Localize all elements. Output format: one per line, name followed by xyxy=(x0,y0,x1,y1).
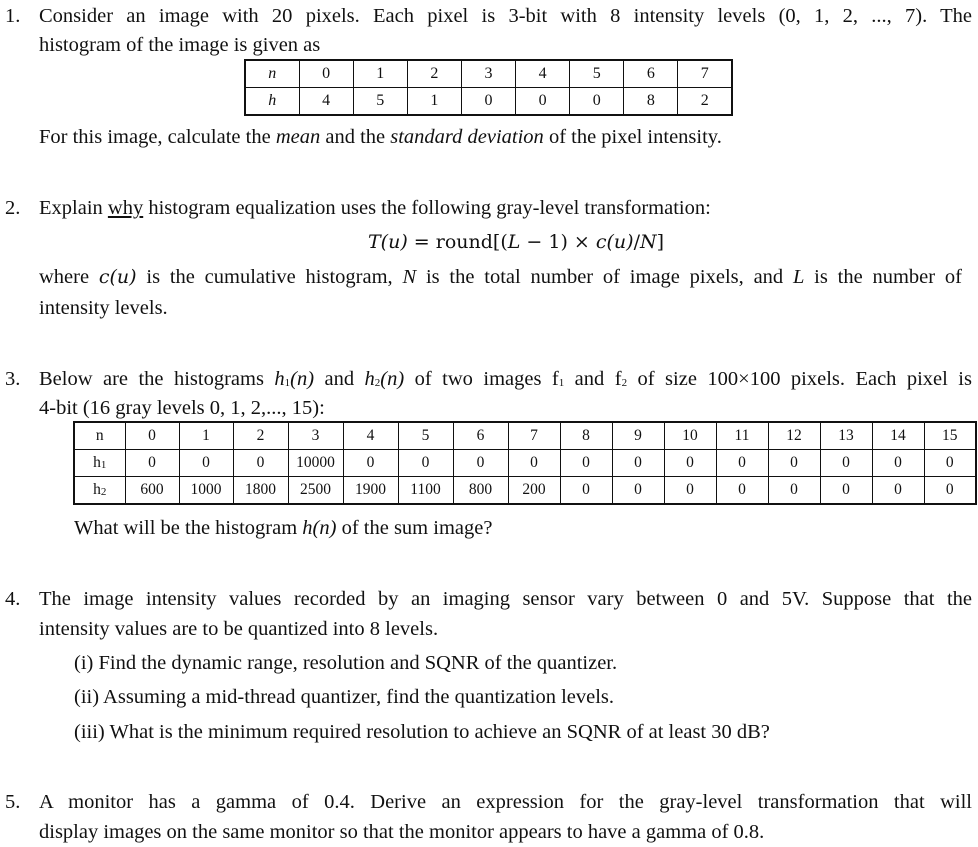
table-cell: 2 xyxy=(678,88,732,116)
table-row-n xyxy=(74,422,976,450)
table-row-n xyxy=(245,60,732,88)
formula-part: c(u) xyxy=(595,231,634,253)
table-row-label xyxy=(74,450,125,477)
table-row-label: h xyxy=(245,88,299,116)
table-cell: 0 xyxy=(820,450,872,477)
question-number: 5. xyxy=(5,791,21,813)
label-text: h xyxy=(93,454,101,471)
math-arg: (n) xyxy=(290,368,315,390)
table-cell: 0 xyxy=(924,450,976,477)
question-text-line xyxy=(74,515,492,541)
table-cell: 9 xyxy=(612,422,664,450)
table-row-label xyxy=(74,477,125,505)
table-cell: 5 xyxy=(353,88,407,116)
text-span: of size 100×100 pixels. Each pixel is xyxy=(627,368,972,390)
text-span: of the sum image? xyxy=(336,517,493,539)
table-cell: 3 xyxy=(288,422,343,450)
table-cell: 0 xyxy=(716,450,768,477)
math-n: N xyxy=(402,266,417,288)
text-span: histogram equalization uses the following gray-level transformation: xyxy=(143,197,711,219)
sub-question-iii: (iii) What is the minimum required resolution to achieve an SQNR of at least 30 dB? xyxy=(74,721,770,743)
question-text-line: The image intensity values recorded by an imaging sensor vary between 0 and 5V. Suppose that the xyxy=(39,588,972,610)
table-cell: 0 xyxy=(612,450,664,477)
label-text: h xyxy=(93,481,101,498)
text-span: and the xyxy=(320,126,391,148)
table-cell: 10000 xyxy=(288,450,343,477)
table-cell: 0 xyxy=(664,450,716,477)
sub-question-ii: (ii) Assuming a mid-thread quantizer, find the quantization levels. xyxy=(74,686,615,708)
table-cell: 0 xyxy=(461,88,515,116)
table-row-h xyxy=(245,88,732,116)
table-cell: 1800 xyxy=(233,477,288,505)
subscript: 1 xyxy=(284,377,291,389)
table-cell: 13 xyxy=(820,422,872,450)
table-cell: 12 xyxy=(768,422,820,450)
table-cell: 0 xyxy=(125,422,179,450)
table-row-label: n xyxy=(245,60,299,88)
question-text-line xyxy=(39,195,711,221)
formula-part: N xyxy=(639,231,657,253)
formula-part: / xyxy=(633,231,640,253)
table-row-h2 xyxy=(74,477,976,505)
table-cell: 0 xyxy=(560,477,612,505)
table-cell: 1 xyxy=(179,422,233,450)
table-cell: 7 xyxy=(678,60,732,88)
math-h1: h xyxy=(274,368,285,390)
text-span: is the total number of image pixels, and xyxy=(416,266,793,288)
text-span: of the pixel intensity. xyxy=(543,126,722,148)
table-cell: 0 xyxy=(233,450,288,477)
table-cell: 1 xyxy=(353,60,407,88)
table-cell: 5 xyxy=(398,422,453,450)
question-text-line: intensity values are to be quantized into 8 levels. xyxy=(39,618,439,640)
table-cell: 6 xyxy=(453,422,508,450)
table-cell: 8 xyxy=(560,422,612,450)
table-cell: 0 xyxy=(453,450,508,477)
table-cell: 0 xyxy=(570,88,624,116)
question-number: 2. xyxy=(5,197,21,219)
table-cell: 200 xyxy=(508,477,560,505)
table-cell: 0 xyxy=(924,477,976,505)
subscript: 2 xyxy=(374,377,381,389)
math-cu: c(u) xyxy=(98,266,137,288)
question-text-line: display images on the same monitor so that the monitor appears to have a gamma of 0.8. xyxy=(39,821,765,843)
table-cell: 0 xyxy=(125,450,179,477)
sub-question-i: (i) Find the dynamic range, resolution and SQNR of the quantizer. xyxy=(74,652,618,674)
table-cell: 0 xyxy=(612,477,664,505)
math-arg: (n) xyxy=(380,368,405,390)
histogram-table-q1 xyxy=(244,59,733,116)
formula-part: ] xyxy=(656,231,665,253)
text-span: For this image, calculate the xyxy=(39,126,276,148)
question-text-line xyxy=(39,124,722,150)
question-text-line xyxy=(39,366,972,396)
table-cell: 4 xyxy=(343,422,398,450)
table-cell: 4 xyxy=(299,88,353,116)
table-cell: 0 xyxy=(716,477,768,505)
table-cell: 8 xyxy=(624,88,678,116)
table-cell: 0 xyxy=(343,450,398,477)
question-text-line: intensity levels. xyxy=(39,297,168,319)
table-cell: 0 xyxy=(179,450,233,477)
subscript: 2 xyxy=(621,377,628,389)
table-cell: 1000 xyxy=(179,477,233,505)
table-cell: 5 xyxy=(570,60,624,88)
table-cell: 0 xyxy=(820,477,872,505)
emphasis-mean: mean xyxy=(275,126,321,148)
underlined-word: why xyxy=(107,197,144,219)
text-span: and xyxy=(314,368,365,390)
table-cell: 1100 xyxy=(398,477,453,505)
math-l: L xyxy=(792,266,805,288)
table-cell: 0 xyxy=(516,88,570,116)
question-text-line xyxy=(39,264,962,290)
text-span: Explain xyxy=(39,197,108,219)
text-span: of two images f xyxy=(404,368,559,390)
math-h: h xyxy=(302,517,313,539)
subscript: 1 xyxy=(558,377,565,389)
table-cell: 0 xyxy=(560,450,612,477)
question-number: 3. xyxy=(5,368,21,390)
subscript: 1 xyxy=(100,459,107,471)
table-cell: 800 xyxy=(453,477,508,505)
table-cell: 1900 xyxy=(343,477,398,505)
table-cell: 1 xyxy=(407,88,461,116)
formula-part: − 1) × xyxy=(520,231,596,253)
text-span: and f xyxy=(564,368,622,390)
table-cell: 3 xyxy=(461,60,515,88)
histogram-table-q3 xyxy=(73,421,977,505)
table-cell: 0 xyxy=(768,477,820,505)
table-row-h1 xyxy=(74,450,976,477)
text-span: is the cumulative histogram, xyxy=(136,266,403,288)
subscript: 2 xyxy=(100,486,107,498)
table-cell: 0 xyxy=(872,477,924,505)
table-cell: 11 xyxy=(716,422,768,450)
text-span: What will be the histogram xyxy=(74,517,303,539)
table-cell: 6 xyxy=(624,60,678,88)
table-cell: 2500 xyxy=(288,477,343,505)
formula-part: T(u) xyxy=(368,231,408,253)
formula-part: L xyxy=(507,231,521,253)
table-cell: 4 xyxy=(516,60,570,88)
table-cell: 10 xyxy=(664,422,716,450)
question-text-line: 4-bit (16 gray levels 0, 1, 2,..., 15): xyxy=(39,397,325,419)
table-row-label: n xyxy=(74,422,125,450)
math-arg: (n) xyxy=(312,517,337,539)
question-text-line: A monitor has a gamma of 0.4. Derive an expression for the gray-level transformation that will xyxy=(39,791,972,813)
emphasis-standard-deviation: standard deviation xyxy=(390,126,544,148)
question-number: 4. xyxy=(5,588,21,610)
table-cell: 0 xyxy=(872,450,924,477)
table-cell: 0 xyxy=(398,450,453,477)
table-cell: 600 xyxy=(125,477,179,505)
formula xyxy=(368,229,664,255)
table-cell: 0 xyxy=(299,60,353,88)
table-cell: 0 xyxy=(508,450,560,477)
table-cell: 2 xyxy=(407,60,461,88)
text-span: Below are the histograms xyxy=(39,368,275,390)
text-span: is the number of xyxy=(804,266,962,288)
formula-part: = round[( xyxy=(407,231,508,253)
math-h2: h xyxy=(364,368,375,390)
question-number: 1. xyxy=(5,5,21,27)
question-text-line: Consider an image with 20 pixels. Each pixel is 3-bit with 8 intensity levels (0, 1, 2, ..., 7). The xyxy=(39,5,972,27)
table-cell: 0 xyxy=(768,450,820,477)
table-cell: 7 xyxy=(508,422,560,450)
table-cell: 15 xyxy=(924,422,976,450)
question-text-line: histogram of the image is given as xyxy=(39,34,321,56)
table-cell: 2 xyxy=(233,422,288,450)
text-span: where xyxy=(39,266,99,288)
table-cell: 0 xyxy=(664,477,716,505)
table-cell: 14 xyxy=(872,422,924,450)
